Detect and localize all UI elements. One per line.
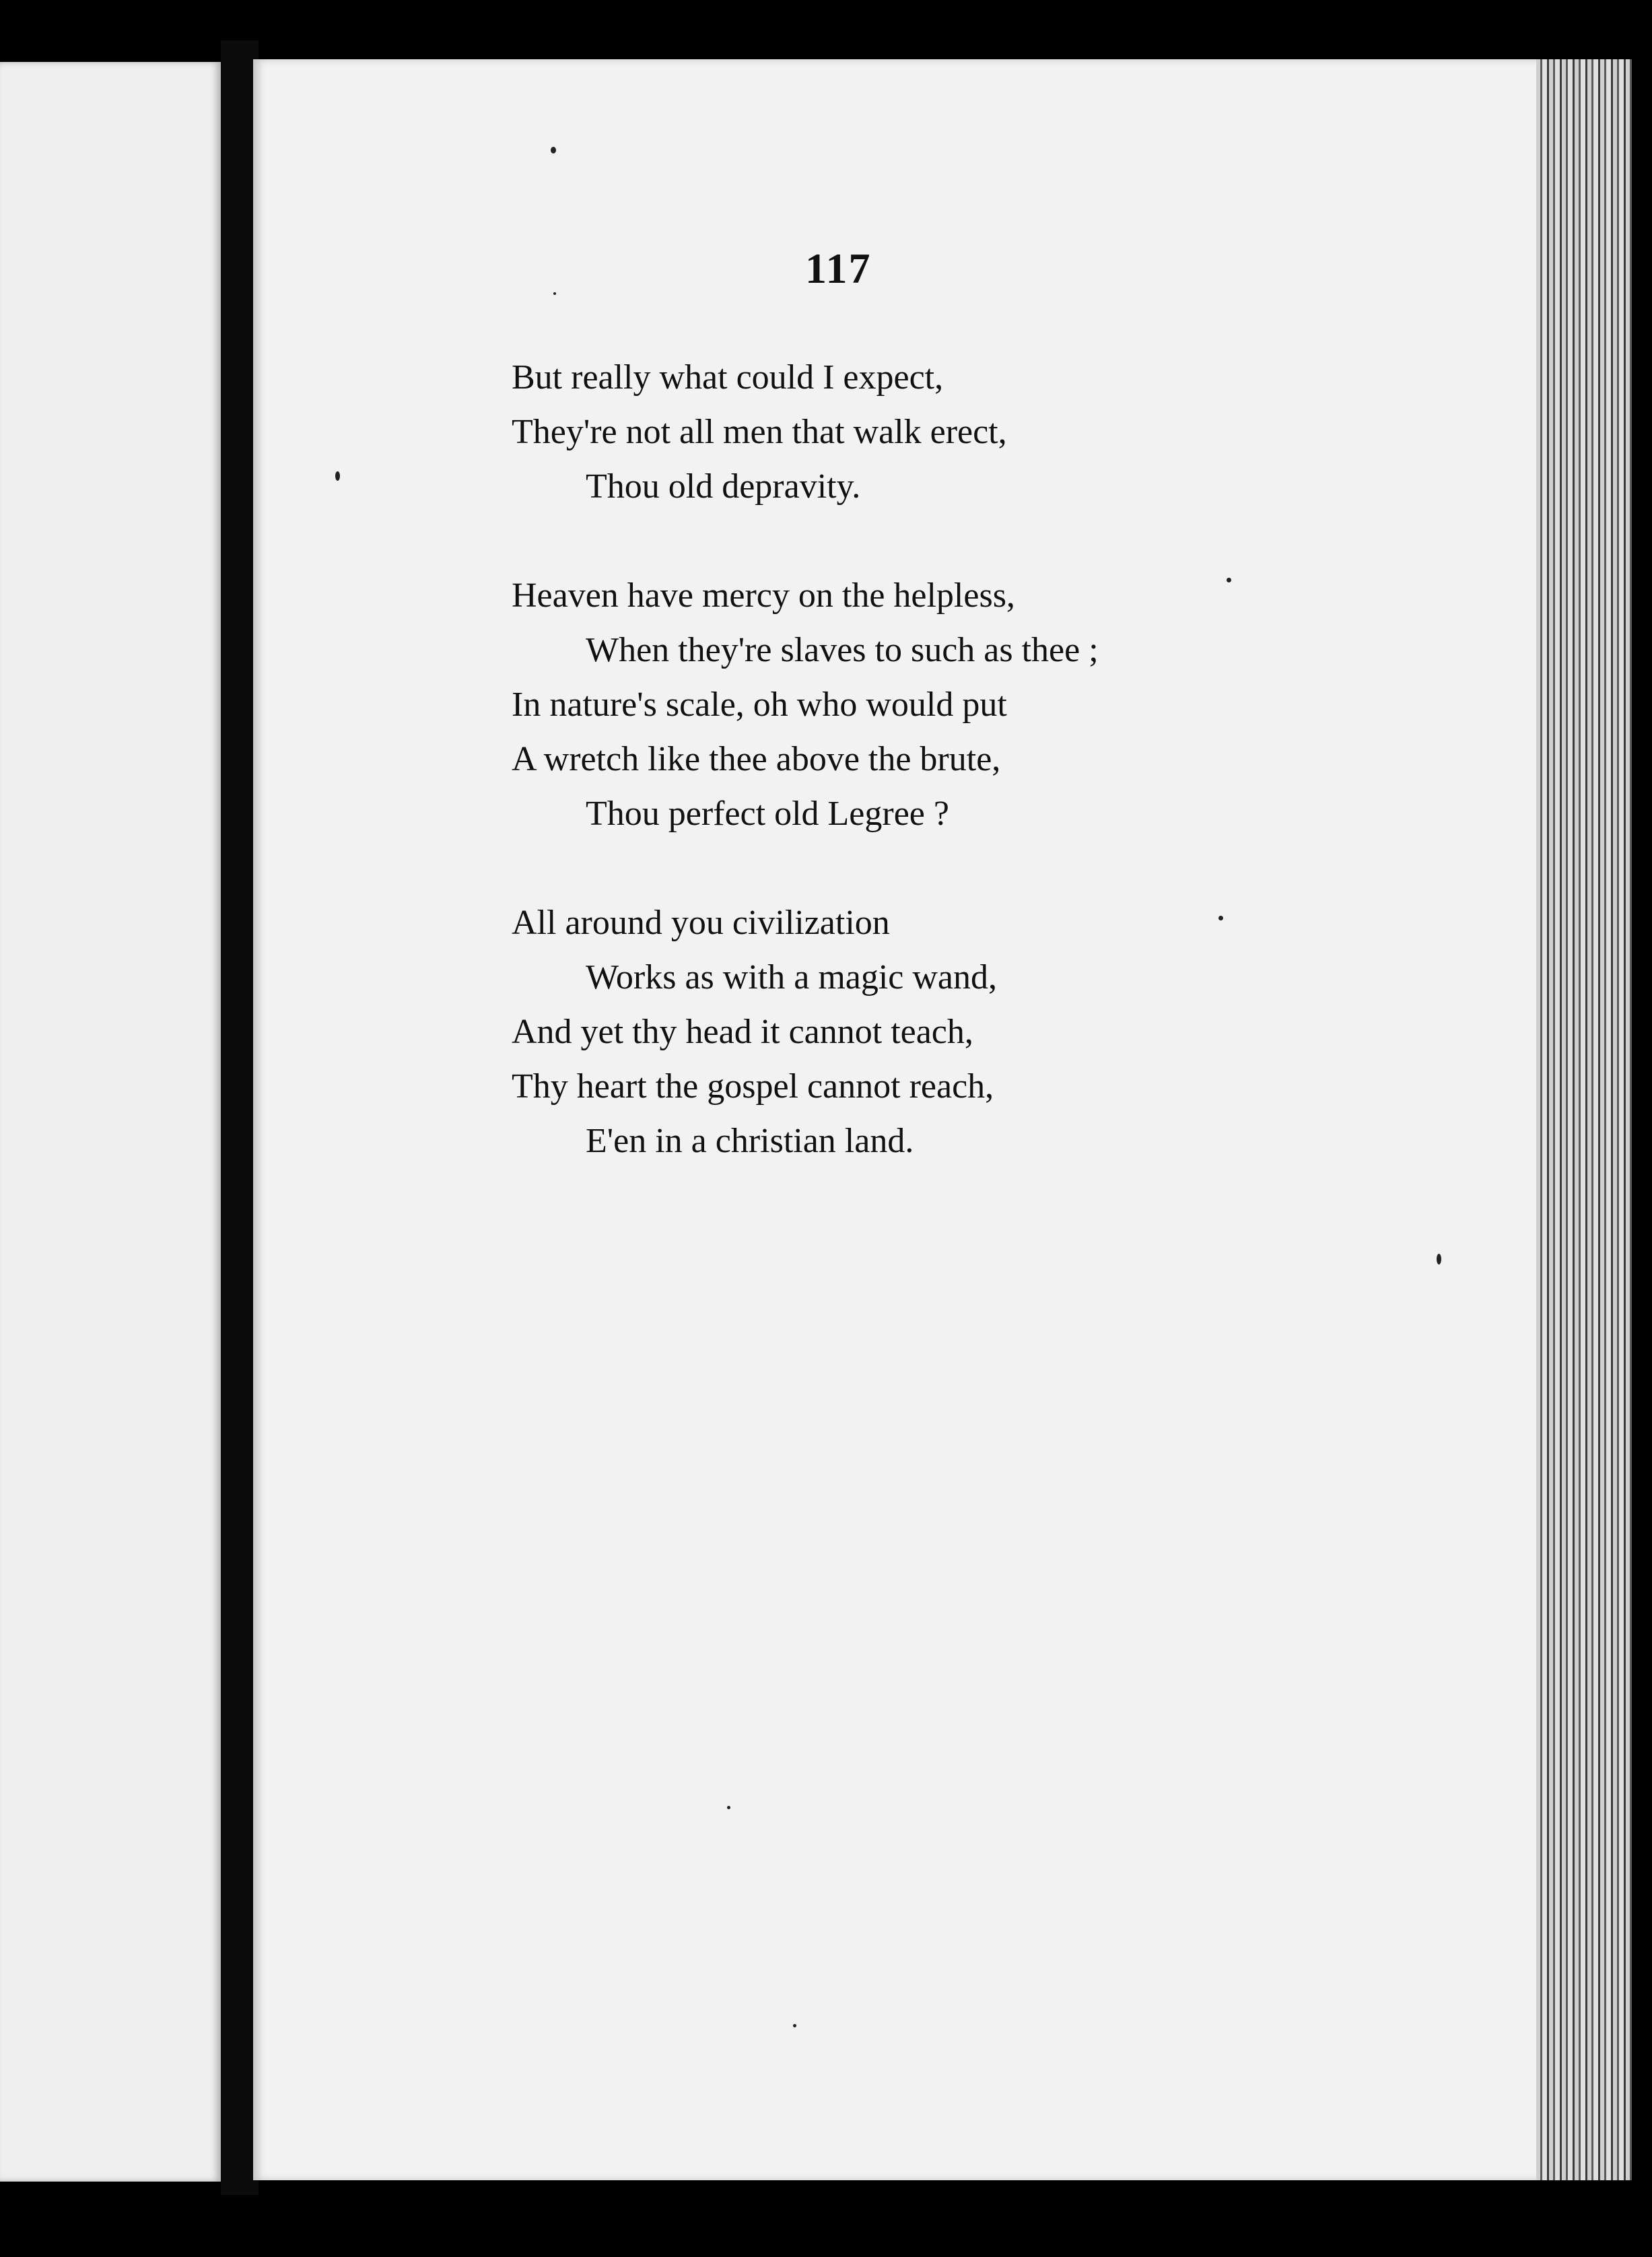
poem-line: And yet thy head it cannot teach, [512, 1013, 973, 1051]
previous-page-edge [0, 62, 221, 2182]
poem-line: When they're slaves to such as thee ; [586, 631, 1099, 669]
poem-line: In nature's scale, oh who would put [512, 685, 1007, 724]
scan-speck [1218, 916, 1223, 920]
poem-line: Thou old depravity. [586, 467, 861, 506]
poem-line: Thou perfect old Legree ? [586, 795, 949, 833]
poem-line: All around you civilization [512, 904, 890, 942]
poem-line: E'en in a christian land. [586, 1122, 914, 1160]
scan-speck [1227, 578, 1231, 582]
poem-line: They're not all men that walk erect, [512, 413, 1007, 451]
scan-speck [553, 292, 556, 295]
poem-body [512, 350, 1346, 1223]
scan-speck [793, 2024, 796, 2027]
scan-speck [335, 471, 340, 481]
page-edges [1536, 59, 1632, 2180]
poem-line: Works as with a magic wand, [586, 958, 997, 997]
poem-line: A wretch like thee above the brute, [512, 740, 1001, 778]
scan-speck [551, 147, 556, 154]
page-number: 117 [805, 244, 872, 292]
stanza-3 [512, 896, 1346, 1168]
poem-line: Thy heart the gospel cannot reach, [512, 1067, 994, 1106]
scan-speck [727, 1806, 730, 1809]
poem-line: But really what could I expect, [512, 358, 944, 397]
stanza-2 [512, 568, 1346, 841]
poem-line: Heaven have mercy on the helpless, [512, 576, 1015, 615]
scan-speck [1437, 1254, 1441, 1265]
stanza-1 [512, 350, 1346, 514]
